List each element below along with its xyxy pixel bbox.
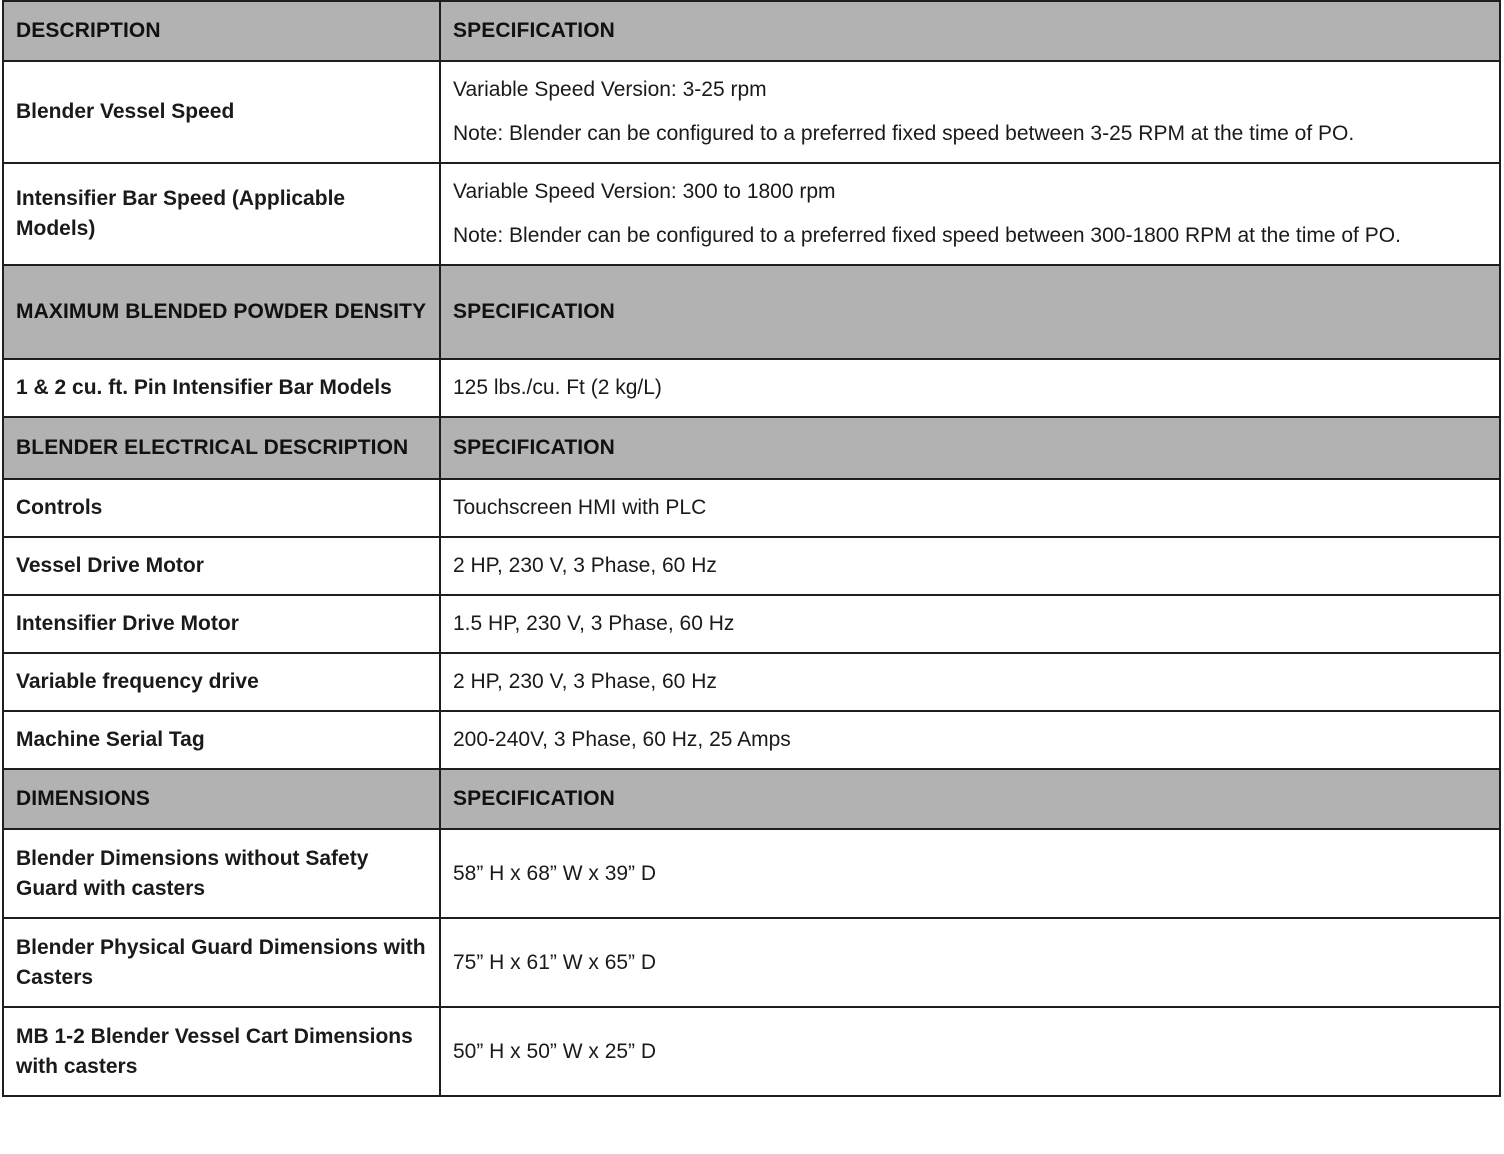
value-line: Variable Speed Version: 3-25 rpm <box>453 78 767 101</box>
row-value <box>440 163 1500 265</box>
table-row <box>3 595 1500 653</box>
header-description-cell: DESCRIPTION <box>3 1 440 61</box>
row-value: 200-240V, 3 Phase, 60 Hz, 25 Amps <box>440 711 1500 769</box>
table-row <box>3 61 1500 163</box>
table-row <box>3 829 1500 918</box>
row-label: Blender Vessel Speed <box>3 61 440 163</box>
table-row <box>3 653 1500 711</box>
header-description-cell: BLENDER ELECTRICAL DESCRIPTION <box>3 417 440 479</box>
row-value: 50” H x 50” W x 25” D <box>440 1007 1500 1096</box>
row-value: 58” H x 68” W x 39” D <box>440 829 1500 918</box>
row-label: Machine Serial Tag <box>3 711 440 769</box>
row-label: 1 & 2 cu. ft. Pin Intensifier Bar Models <box>3 359 440 417</box>
header-specification-cell: SPECIFICATION <box>440 1 1500 61</box>
row-label: MB 1-2 Blender Vessel Cart Dimensions with casters <box>3 1007 440 1096</box>
specification-table <box>2 0 1501 1097</box>
row-label: Vessel Drive Motor <box>3 537 440 595</box>
table-row <box>3 479 1500 537</box>
header-specification-cell: SPECIFICATION <box>440 417 1500 479</box>
row-label: Intensifier Drive Motor <box>3 595 440 653</box>
row-value <box>440 61 1500 163</box>
row-value: 125 lbs./cu. Ft (2 kg/L) <box>440 359 1500 417</box>
row-label: Intensifier Bar Speed (Applicable Models) <box>3 163 440 265</box>
table-row <box>3 163 1500 265</box>
section-header-powder-density <box>3 265 1500 359</box>
table-row <box>3 359 1500 417</box>
row-label: Controls <box>3 479 440 537</box>
header-description-cell: MAXIMUM BLENDED POWDER DENSITY <box>3 265 440 359</box>
section-header-electrical <box>3 417 1500 479</box>
table-row <box>3 537 1500 595</box>
value-note: Note: Blender can be configured to a preferred fixed speed between 3-25 RPM at the time of PO. <box>453 122 1355 145</box>
header-specification-cell: SPECIFICATION <box>440 265 1500 359</box>
row-value: 75” H x 61” W x 65” D <box>440 918 1500 1007</box>
row-label: Variable frequency drive <box>3 653 440 711</box>
value-line: Variable Speed Version: 300 to 1800 rpm <box>453 180 836 203</box>
row-value: 1.5 HP, 230 V, 3 Phase, 60 Hz <box>440 595 1500 653</box>
table-row <box>3 1007 1500 1096</box>
row-label: Blender Physical Guard Dimensions with Casters <box>3 918 440 1007</box>
section-header-dimensions <box>3 769 1500 829</box>
table-row <box>3 918 1500 1007</box>
row-value: Touchscreen HMI with PLC <box>440 479 1500 537</box>
row-label: Blender Dimensions without Safety Guard with casters <box>3 829 440 918</box>
table-row <box>3 711 1500 769</box>
header-description-cell: DIMENSIONS <box>3 769 440 829</box>
row-value: 2 HP, 230 V, 3 Phase, 60 Hz <box>440 653 1500 711</box>
row-value: 2 HP, 230 V, 3 Phase, 60 Hz <box>440 537 1500 595</box>
section-header-description <box>3 1 1500 61</box>
value-note: Note: Blender can be configured to a preferred fixed speed between 300-1800 RPM at the time of PO. <box>453 224 1401 247</box>
header-specification-cell: SPECIFICATION <box>440 769 1500 829</box>
